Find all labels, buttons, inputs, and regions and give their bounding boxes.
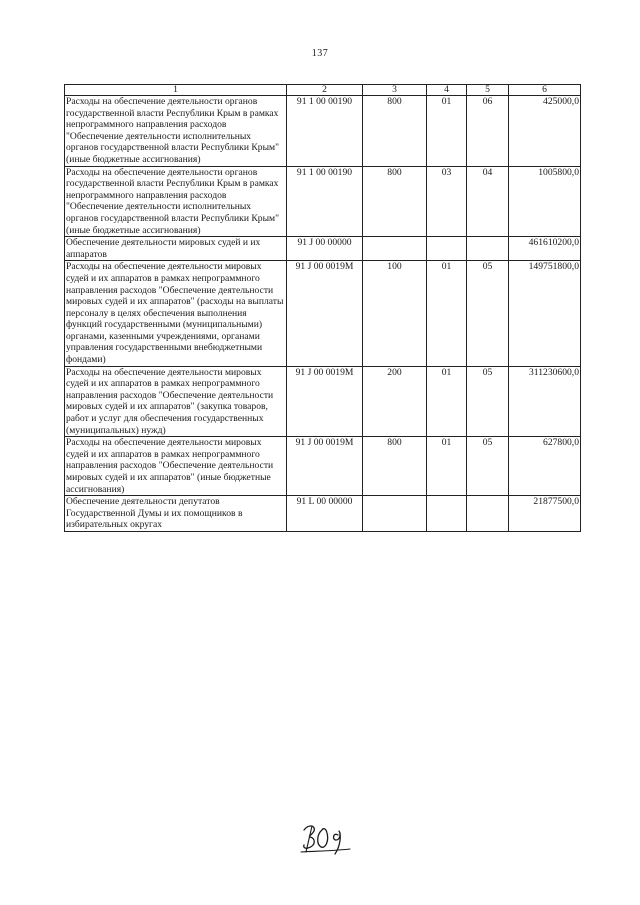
table-row	[65, 261, 581, 366]
row-expense-type: 800	[363, 437, 427, 496]
row-subsection: 04	[467, 166, 509, 237]
row-expense-type: 800	[363, 96, 427, 167]
handwritten-page-number	[298, 818, 358, 858]
row-section: 01	[427, 96, 467, 167]
row-target-code: 91 J 00 0019M	[287, 261, 363, 366]
row-description: Расходы на обеспечение деятельности мировых судей и их аппаратов в рамках непрограммного направления расходов "Обеспечение деятельности мировых судей и их аппаратов" (закупка товаров, работ и услуг для обеспечения государственных (муниципальных) нужд)	[65, 366, 287, 437]
row-amount: 311230600,0	[509, 366, 581, 437]
row-description: Обеспечение деятельности мировых судей и их аппаратов	[65, 237, 287, 261]
row-amount: 425000,0	[509, 96, 581, 167]
row-subsection	[467, 237, 509, 261]
row-target-code: 91 J 00 0019M	[287, 437, 363, 496]
table-row	[65, 437, 581, 496]
row-subsection: 05	[467, 437, 509, 496]
table-row	[65, 237, 581, 261]
row-target-code: 91 1 00 00190	[287, 96, 363, 167]
row-expense-type: 100	[363, 261, 427, 366]
row-target-code: 91 J 00 00000	[287, 237, 363, 261]
row-section: 01	[427, 437, 467, 496]
row-amount: 1005800,0	[509, 166, 581, 237]
header-col-3: 3	[363, 85, 427, 96]
row-amount: 149751800,0	[509, 261, 581, 366]
row-expense-type: 800	[363, 166, 427, 237]
budget-table	[64, 84, 581, 532]
header-col-5: 5	[467, 85, 509, 96]
table-row	[65, 166, 581, 237]
row-expense-type	[363, 237, 427, 261]
table-row	[65, 96, 581, 167]
row-amount: 627800,0	[509, 437, 581, 496]
row-description: Расходы на обеспечение деятельности органов государственной власти Республики Крым в рамках непрограммного направления расходов "Обеспечение деятельности исполнительных органов государственной власти Республики Крым" (иные бюджетные ассигнования)	[65, 166, 287, 237]
row-section: 03	[427, 166, 467, 237]
table-row	[65, 496, 581, 532]
row-amount: 461610200,0	[509, 237, 581, 261]
header-col-4: 4	[427, 85, 467, 96]
header-col-2: 2	[287, 85, 363, 96]
row-description: Расходы на обеспечение деятельности мировых судей и их аппаратов в рамках непрограммного направления расходов "Обеспечение деятельности мировых судей и их аппаратов" (иные бюджетные ассигнования)	[65, 437, 287, 496]
row-subsection: 05	[467, 366, 509, 437]
row-description: Расходы на обеспечение деятельности органов государственной власти Республики Крым в рамках непрограммного направления расходов "Обеспечение деятельности исполнительных органов государственной власти Республики Крым" (иные бюджетные ассигнования)	[65, 96, 287, 167]
row-amount: 21877500,0	[509, 496, 581, 532]
row-target-code: 91 L 00 00000	[287, 496, 363, 532]
row-section: 01	[427, 366, 467, 437]
row-description: Расходы на обеспечение деятельности мировых судей и их аппаратов в рамках непрограммного направления расходов "Обеспечение деятельности мировых судей и их аппаратов" (расходы на выплаты персоналу в целях обеспечения выполнения функций государственными (муниципальными) органами, казенными учреждениями, органами управления государственными внебюджетными фондами)	[65, 261, 287, 366]
header-col-1: 1	[65, 85, 287, 96]
row-subsection	[467, 496, 509, 532]
row-description: Обеспечение деятельности депутатов Государственной Думы и их помощников в избирательных округах	[65, 496, 287, 532]
row-subsection: 06	[467, 96, 509, 167]
table-header-row	[65, 85, 581, 96]
row-expense-type: 200	[363, 366, 427, 437]
row-expense-type	[363, 496, 427, 532]
header-col-6: 6	[509, 85, 581, 96]
row-section	[427, 496, 467, 532]
row-section: 01	[427, 261, 467, 366]
row-target-code: 91 J 00 0019M	[287, 366, 363, 437]
table-row	[65, 366, 581, 437]
row-target-code: 91 1 00 00190	[287, 166, 363, 237]
row-subsection: 05	[467, 261, 509, 366]
handwritten-signature-icon	[298, 818, 358, 858]
page-number: 137	[311, 48, 329, 59]
row-section	[427, 237, 467, 261]
